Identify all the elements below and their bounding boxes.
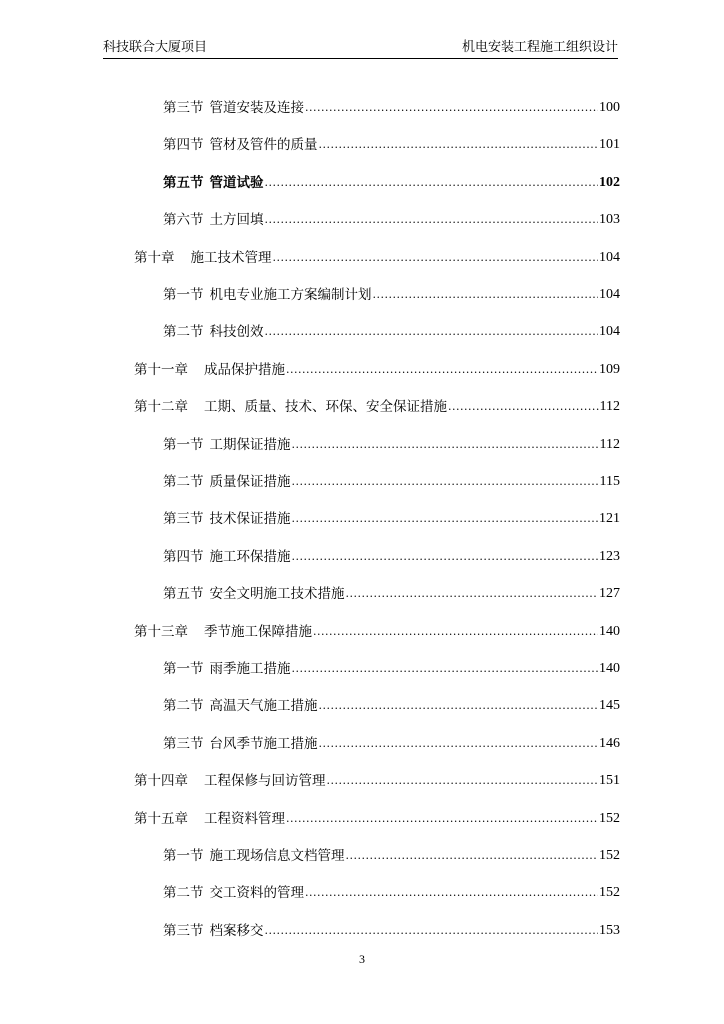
toc-entry-title: 机电专业施工方案编制计划 <box>209 287 372 303</box>
toc-entry-page: 104 <box>599 324 620 340</box>
toc-dot-leader <box>292 660 599 678</box>
toc-entry-title: 管材及管件的质量 <box>209 137 318 154</box>
toc-entry-label <box>163 436 291 454</box>
toc-entry-chapter[interactable] <box>134 617 620 641</box>
toc-entry-page: 109 <box>599 361 620 377</box>
toc-entry-page: 153 <box>599 922 620 938</box>
toc-entry-number: 第十三章 <box>134 623 188 640</box>
toc-entry-label <box>163 847 345 865</box>
toc-entry-label <box>134 361 285 379</box>
header-project-name: 科技联合大厦项目 <box>103 40 208 55</box>
toc-entry-number: 第二节 <box>163 474 204 490</box>
toc-entry-title: 土方回填 <box>209 212 264 229</box>
toc-entry-number: 第三节 <box>163 922 204 939</box>
toc-entry-title: 安全文明施工技术措施 <box>209 586 345 603</box>
toc-entry-title: 质量保证措施 <box>209 474 291 490</box>
toc-entry-gap <box>188 361 204 379</box>
toc-entry-gap <box>188 810 204 828</box>
toc-dot-leader <box>319 136 599 154</box>
toc-entry-title: 管道安装及连接 <box>209 100 304 116</box>
toc-dot-leader <box>448 398 599 416</box>
toc-entry-title: 高温天气施工措施 <box>209 698 318 715</box>
toc-dot-leader <box>265 211 599 229</box>
toc-entry-title: 成品保护措施 <box>204 361 285 378</box>
toc-entry-section[interactable] <box>163 467 620 491</box>
page-header <box>103 36 618 59</box>
toc-entry-label <box>134 810 285 828</box>
toc-entry-section[interactable] <box>163 93 620 117</box>
toc-entry-label <box>163 473 291 491</box>
toc-entry-number: 第二节 <box>163 324 204 341</box>
toc-entry-title: 台风季节施工措施 <box>209 735 318 752</box>
toc-entry-number: 第二节 <box>163 698 204 715</box>
toc-entry-page: 151 <box>599 773 620 789</box>
toc-entry-title: 管道试验 <box>209 174 264 191</box>
page-number: 3 <box>359 952 365 966</box>
toc-dot-leader <box>327 772 599 790</box>
toc-dot-leader <box>286 361 598 379</box>
toc-entry-page: 100 <box>599 100 620 115</box>
toc-entry-page: 102 <box>599 174 620 190</box>
toc-entry-number: 第十章 <box>134 249 175 266</box>
toc-dot-leader <box>346 847 599 865</box>
toc-entry-title: 工期保证措施 <box>209 436 291 453</box>
toc-entry-title: 季节施工保障措施 <box>204 623 312 640</box>
toc-entry-page: 115 <box>599 474 620 489</box>
toc-entry-number: 第二节 <box>163 885 204 902</box>
toc-entry-title: 雨季施工措施 <box>209 661 291 677</box>
toc-entry-number: 第一节 <box>163 436 204 453</box>
toc-entry-label <box>163 510 291 528</box>
toc-entry-page: 146 <box>599 735 620 751</box>
toc-entry-section[interactable] <box>163 916 620 940</box>
toc-dot-leader <box>286 810 598 828</box>
toc-entry-section[interactable] <box>163 168 620 192</box>
toc-entry-number: 第十一章 <box>134 361 188 378</box>
toc-entry-label <box>163 585 345 603</box>
toc-entry-title: 施工环保措施 <box>209 548 291 565</box>
toc-entry-chapter[interactable] <box>134 804 620 828</box>
toc-entry-chapter[interactable] <box>134 243 620 267</box>
toc-dot-leader <box>265 922 599 940</box>
toc-entry-label <box>163 211 264 229</box>
toc-entry-number: 第十四章 <box>134 773 188 790</box>
toc-entry-gap <box>188 772 204 790</box>
toc-entry-page: 123 <box>599 548 620 564</box>
toc-entry-label <box>163 884 304 902</box>
toc-entry-page: 112 <box>599 436 620 452</box>
toc-dot-leader <box>273 249 599 267</box>
toc-entry-section[interactable] <box>163 205 620 229</box>
toc-entry-page: 104 <box>599 287 620 302</box>
toc-entry-number: 第一节 <box>163 848 204 864</box>
toc-dot-leader <box>305 99 598 117</box>
toc-entry-title: 科技创效 <box>209 324 264 341</box>
toc-entry-title: 施工现场信息文档管理 <box>209 848 345 864</box>
toc-entry-page: 121 <box>599 511 620 527</box>
toc-entry-section[interactable] <box>163 729 620 753</box>
toc-entry-section[interactable] <box>163 691 620 715</box>
toc-entry-title: 工期、质量、技术、环保、安全保证措施 <box>204 399 447 416</box>
toc-dot-leader <box>319 697 599 715</box>
toc-entry-page: 152 <box>599 848 620 863</box>
toc-entry-section[interactable] <box>163 654 620 678</box>
toc-entry-label <box>163 99 304 117</box>
toc-entry-section[interactable] <box>163 878 620 902</box>
toc-entry-page: 152 <box>599 810 620 826</box>
toc-entry-gap <box>188 623 204 641</box>
toc-entry-number: 第四节 <box>163 137 204 154</box>
toc-entry-label <box>163 735 318 753</box>
toc-entry-number: 第三节 <box>163 735 204 752</box>
toc-entry-label <box>134 249 272 267</box>
toc-entry-chapter[interactable] <box>134 766 620 790</box>
toc-entry-number: 第十五章 <box>134 810 188 827</box>
toc-entry-title: 技术保证措施 <box>209 511 291 528</box>
toc-dot-leader <box>305 884 598 902</box>
toc-entry-section[interactable] <box>163 542 620 566</box>
toc-entry-number: 第一节 <box>163 661 204 677</box>
toc-entry-page: 152 <box>599 885 620 901</box>
toc-entry-label <box>163 548 291 566</box>
toc-dot-leader <box>265 174 599 192</box>
toc-entry-label <box>163 286 372 304</box>
toc-entry-title: 交工资料的管理 <box>209 885 304 902</box>
toc-dot-leader <box>265 323 599 341</box>
toc-entry-label <box>163 922 264 940</box>
toc-entry-section[interactable] <box>163 430 620 454</box>
toc-entry-section[interactable] <box>163 280 620 304</box>
toc-dot-leader <box>292 473 599 491</box>
toc-entry-page: 101 <box>599 137 620 153</box>
toc-entry-title: 施工技术管理 <box>190 249 272 266</box>
toc-entry-label <box>163 323 264 341</box>
toc-entry-section[interactable] <box>163 317 620 341</box>
toc-entry-page: 140 <box>599 623 620 639</box>
toc-dot-leader <box>292 436 599 454</box>
toc-entry-number: 第五节 <box>163 174 204 191</box>
toc-entry-label <box>163 174 264 192</box>
toc-entry-label <box>134 772 326 790</box>
toc-entry-label <box>134 398 447 416</box>
toc-entry-section[interactable] <box>163 841 620 865</box>
toc-entry-gap <box>188 398 204 416</box>
toc-entry-number: 第三节 <box>163 511 204 528</box>
toc-entry-number: 第五节 <box>163 586 204 603</box>
toc-entry-label <box>163 660 291 678</box>
toc-entry-page: 103 <box>599 212 620 228</box>
toc-entry-page: 127 <box>599 586 620 602</box>
toc-entry-page: 112 <box>599 399 620 415</box>
toc-entry-chapter[interactable] <box>134 355 620 379</box>
toc-entry-label <box>163 136 318 154</box>
toc-entry-page: 145 <box>599 698 620 714</box>
toc-entry-page: 140 <box>599 661 620 676</box>
toc-entry-section[interactable] <box>163 504 620 528</box>
toc-entry-number: 第十二章 <box>134 399 188 416</box>
toc-entry-label <box>134 623 312 641</box>
toc-dot-leader <box>292 548 599 566</box>
toc-dot-leader <box>292 510 599 528</box>
toc-entry-number: 第四节 <box>163 548 204 565</box>
toc-entry-number: 第六节 <box>163 212 204 229</box>
toc-dot-leader <box>346 585 599 603</box>
toc-entry-title: 档案移交 <box>209 922 264 939</box>
toc-dot-leader <box>319 735 599 753</box>
toc-dot-leader <box>313 623 598 641</box>
toc-entry-number: 第三节 <box>163 100 204 116</box>
header-document-title: 机电安装工程施工组织设计 <box>461 40 618 55</box>
toc-entry-title: 工程保修与回访管理 <box>204 773 326 790</box>
toc-entry-section[interactable] <box>163 579 620 603</box>
toc-entry-number: 第一节 <box>163 287 204 303</box>
toc-entry-section[interactable] <box>163 130 620 154</box>
toc-entry-title: 工程资料管理 <box>204 810 285 827</box>
toc-entry-chapter[interactable] <box>134 392 620 416</box>
toc-entry-page: 104 <box>599 249 620 265</box>
toc-entry-gap <box>175 249 191 267</box>
toc-entry-label <box>163 697 318 715</box>
toc-dot-leader <box>373 286 599 304</box>
